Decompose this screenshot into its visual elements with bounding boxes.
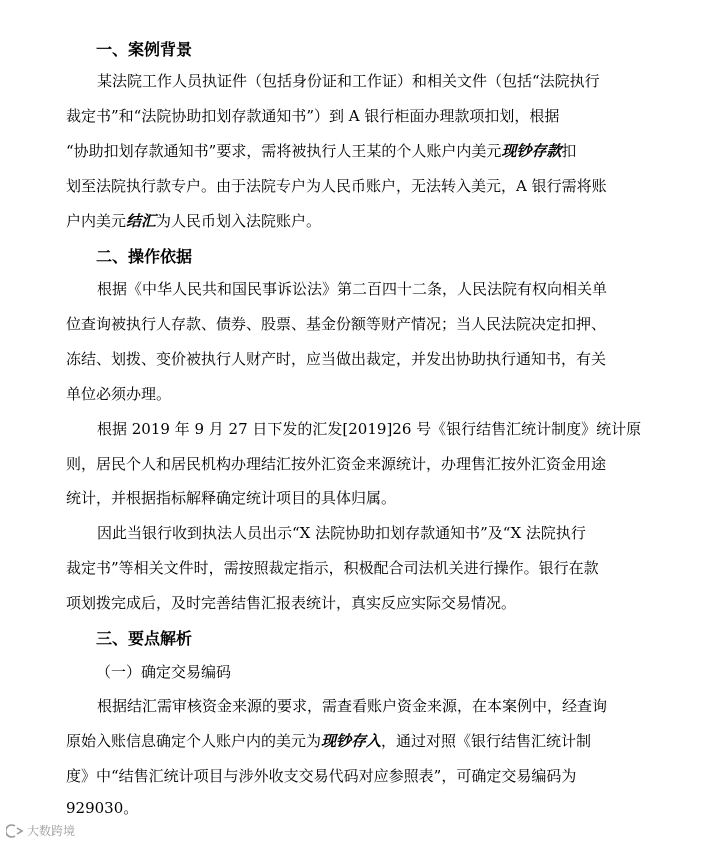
paragraph-line (66, 731, 656, 751)
section-heading-basis: 二、操作依据 (96, 247, 193, 266)
paragraph-line: 裁定书”等相关文件时，需按照裁定指示，积极配合司法机关进行操作。银行在款 (66, 559, 599, 577)
paragraph-line: 度》中“结售汇统计项目与涉外收支交易代码对应参照表”，可确定交易编码为 (66, 767, 577, 785)
watermark-text: 大数跨境 (27, 824, 76, 838)
text-run: 户内美元 (66, 212, 127, 230)
emphasis-text: 结汇 (126, 212, 157, 230)
emphasis-text: 现钞存入 (321, 732, 382, 750)
paragraph-line: 某法院工作人员执证件（包括身份证和工作证）和相关文件（包括“法院执行 (97, 72, 600, 90)
paragraph-line: 根据结汇需审核资金来源的要求，需查看账户资金来源，在本案例中，经查询 (97, 697, 608, 715)
emphasis-text: 现钞存款 (501, 142, 562, 160)
text-run: 扣 (561, 142, 577, 160)
paragraph-line: 根据《中华人民共和国民事诉讼法》第二百四十二条，人民法院有权向相关单 (97, 280, 608, 298)
paragraph-line: 929030。 (66, 799, 139, 817)
paragraph-line: 裁定书”和“法院协助扣划存款通知书”）到 A 银行柜面办理款项扣划，根据 (66, 107, 560, 125)
section-heading-analysis: 三、要点解析 (96, 629, 193, 648)
paragraph-line: 因此当银行收到执法人员出示“X 法院协助扣划存款通知书”及“X 法院执行 (97, 524, 586, 542)
text-run: “协助扣划存款通知书”要求，需将被执行人王某的个人账户内美元 (66, 142, 502, 160)
paragraph-line: 单位必须办理。 (66, 385, 172, 403)
paragraph-line (66, 211, 656, 231)
section-heading-background: 一、案例背景 (96, 40, 193, 59)
subsection-heading: （一）确定交易编码 (96, 663, 232, 681)
paragraph-line: 项划拨完成后，及时完善结售汇报表统计，真实反应实际交易情况。 (66, 594, 517, 612)
text-run: 原始入账信息确定个人账户内的美元为 (66, 732, 322, 750)
paragraph-line: 根据 2019 年 9 月 27 日下发的汇发[2019]26 号《银行结售汇统计制度》统计原 (97, 420, 642, 438)
paragraph-line: 冻结、划拨、变价被执行人财产时，应当做出裁定，并发出协助执行通知书，有关 (66, 350, 607, 368)
paragraph-line: 则，居民个人和居民机构办理结汇按外汇资金来源统计，办理售汇按外汇资金用途 (66, 455, 607, 473)
text-run: 为人民币划入法院账户。 (156, 212, 322, 230)
paragraph-line: 划至法院执行款专户。由于法院专户为人民币账户，无法转入美元，A 银行需将账 (66, 177, 607, 195)
paragraph-line: 位查询被执行人存款、债券、股票、基金份额等财产情况；当人民法院决定扣押、 (66, 315, 607, 333)
watermark (6, 822, 75, 839)
paragraph-line (66, 141, 656, 161)
text-run: ，通过对照《银行结售汇统计制 (381, 732, 592, 750)
logo-mark-icon (6, 824, 24, 838)
paragraph-line: 统计，并根据指标解释确定统计项目的具体归属。 (66, 489, 397, 507)
